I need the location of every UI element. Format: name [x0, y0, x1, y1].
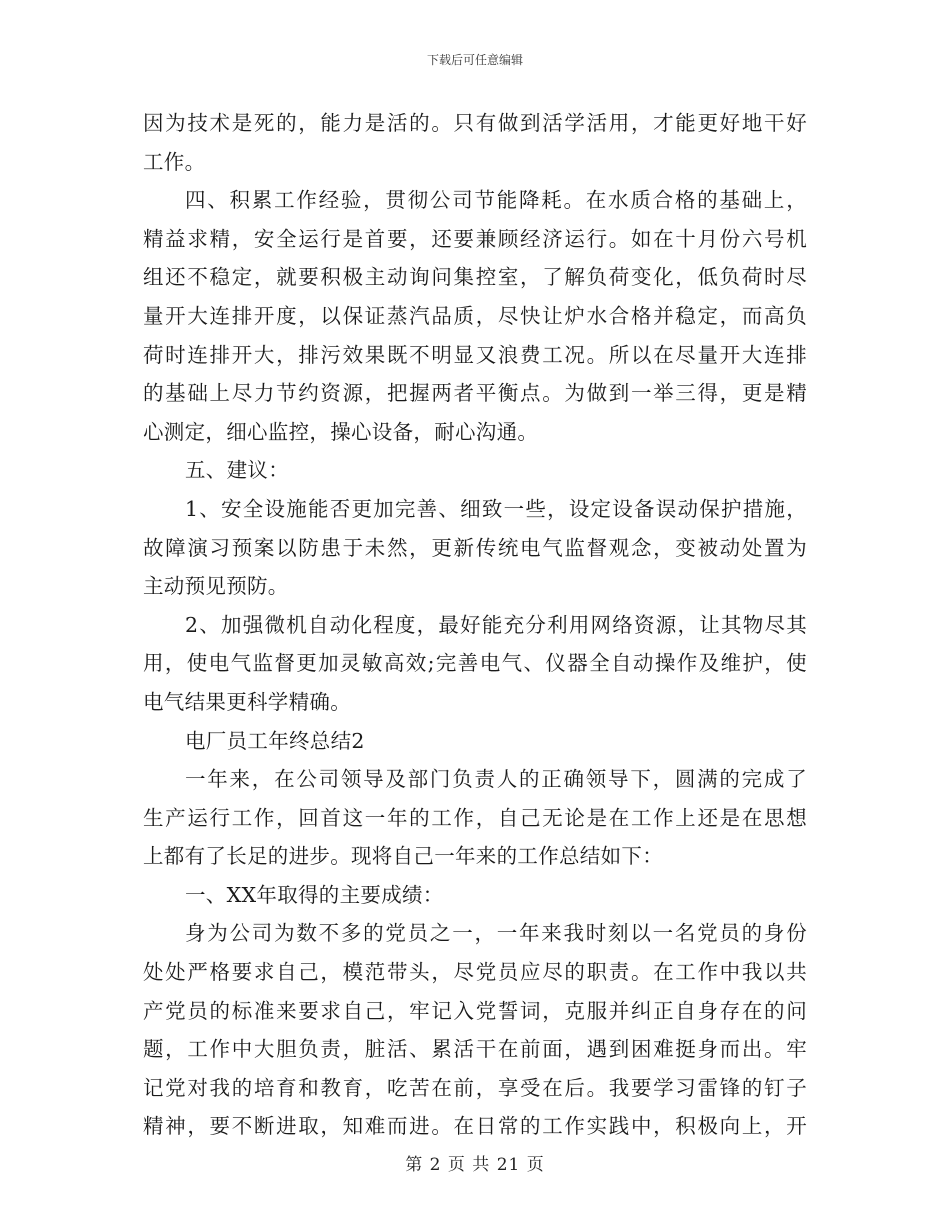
paragraph	[143, 104, 807, 181]
text-line: 心测定，细心监控，操心设备，耐心沟通。	[143, 419, 539, 444]
text-line: 用，使电气监督更加灵敏高效;完善电气、仪器全自动操作及维护，使	[143, 651, 807, 676]
text-line: 电气结果更科学精确。	[143, 689, 351, 714]
paragraph	[143, 760, 807, 876]
text-line: 的基础上尽力节约资源，把握两者平衡点。为做到一举三得，更是精	[143, 381, 807, 406]
text-line: 产党员的标准来要求自己，牢记入党誓词，克服并纠正自身存在的问	[143, 998, 807, 1023]
page-footer: 第 2 页 共 21 页	[405, 1155, 545, 1175]
text-line: 因为技术是死的，能力是活的。只有做到活学活用，才能更好地干好	[143, 111, 807, 135]
text-line: 身为公司为数不多的党员之一，一年来我时刻以一名党员的身份	[185, 921, 807, 946]
text-line: 1、安全设施能否更加完善、细致一些，设定设备误动保护措施，	[185, 496, 807, 521]
header-note: 下载后可任意编辑	[426, 53, 523, 67]
text-line: 故障演习预案以防患于未然，更新传统电气监督观念，变被动处置为	[143, 535, 807, 560]
text-line: 主动预见预防。	[143, 574, 289, 599]
paragraph	[143, 490, 807, 606]
text-line: 处处严格要求自己，模范带头，尽党员应尽的职责。在工作中我以共	[143, 960, 807, 985]
text-line: 2、加强微机自动化程度，最好能充分利用网络资源，让其物尽其	[185, 612, 807, 637]
text-line: 荷时连排开大，排污效果既不明显又浪费工况。所以在尽量开大连排	[143, 342, 807, 367]
text-line: 组还不稳定，就要积极主动询问集控室，了解负荷变化，低负荷时尽	[143, 265, 807, 290]
text-line: 五、建议：	[185, 458, 289, 483]
text-line: 一、XX年取得的主要成绩：	[185, 882, 444, 907]
document-body	[143, 104, 807, 1146]
text-line: 工作。	[143, 149, 206, 174]
paragraph	[143, 722, 807, 761]
text-line: 精益求精，安全运行是首要，还要兼顾经济运行。如在十月份六号机	[143, 226, 807, 251]
text-line: 题，工作中大胆负责，脏活、累活干在前面，遇到困难挺身而出。牢	[143, 1037, 807, 1062]
paragraph	[143, 914, 807, 1146]
text-line: 记党对我的培育和教育，吃苦在前，享受在后。我要学习雷锋的钉子	[143, 1075, 807, 1100]
text-line: 量开大连排开度，以保证蒸汽品质，尽快让炉水合格并稳定，而高负	[143, 303, 807, 328]
paragraph	[143, 876, 807, 915]
text-line: 上都有了长足的进步。现将自己一年来的工作总结如下：	[143, 844, 663, 869]
text-line: 生产运行工作，回首这一年的工作，自己无论是在工作上还是在思想	[143, 805, 807, 830]
text-line: 一年来，在公司领导及部门负责人的正确领导下，圆满的完成了	[185, 767, 807, 792]
text-line: 电厂员工年终总结2	[185, 728, 365, 753]
paragraph	[143, 451, 807, 490]
paragraph	[143, 606, 807, 722]
text-line: 精神，要不断进取，知难而进。在日常的工作实践中，积极向上，开	[143, 1114, 807, 1139]
text-line: 四、积累工作经验，贯彻公司节能降耗。在水质合格的基础上，	[185, 188, 807, 213]
paragraph	[143, 181, 807, 451]
